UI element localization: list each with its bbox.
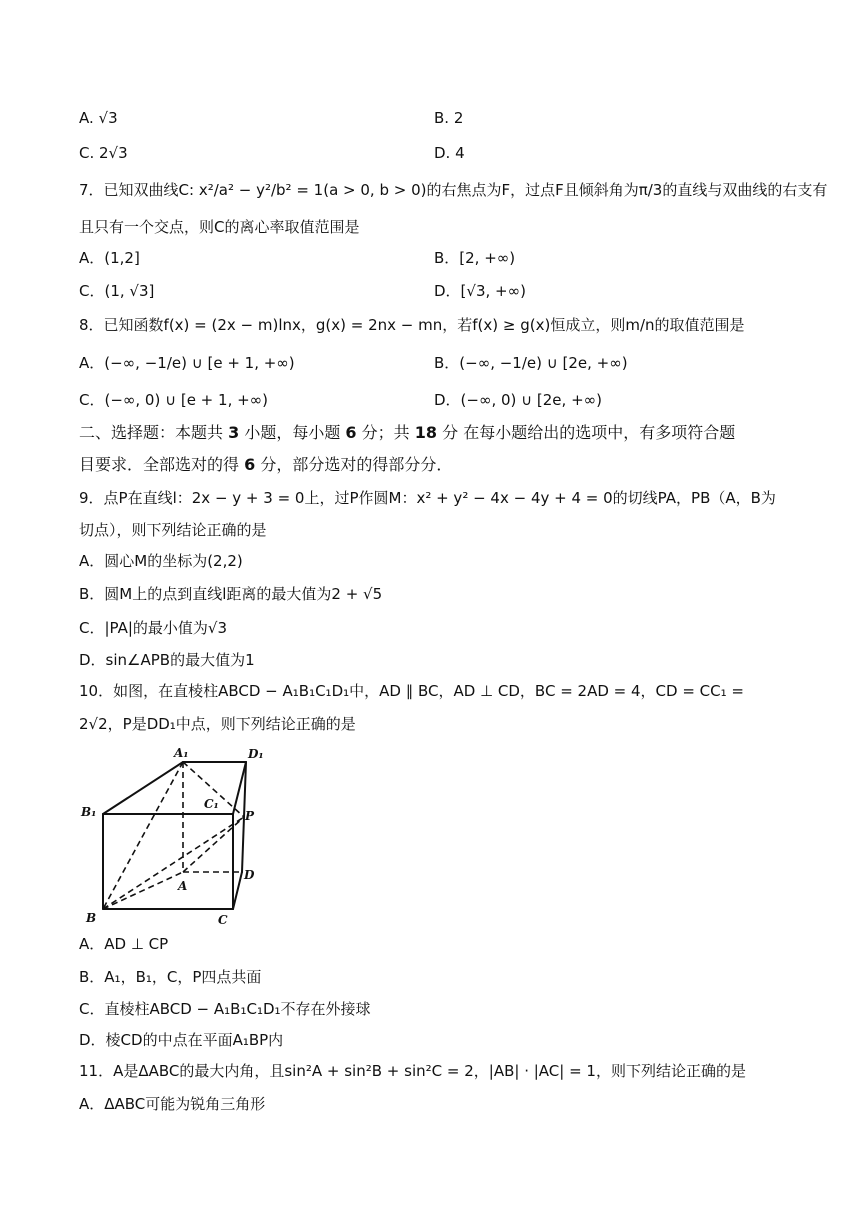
q7-stem-line2: 且只有一个交点，则C的离心率取值范围是	[79, 218, 360, 236]
q8-option-d: D．(−∞, 0) ∪ [2e, +∞)	[434, 391, 602, 409]
q9-option-c: C．|PA|的最小值为√3	[79, 619, 228, 637]
q7-option-b: B．[2, +∞)	[434, 249, 516, 267]
q7-option-d: D．[√3, +∞)	[434, 282, 526, 300]
label-c: C	[218, 913, 228, 924]
q8-option-a: A．(−∞, −1/e) ∪ [e + 1, +∞)	[79, 354, 295, 372]
q6-option-d: D. 4	[434, 144, 465, 162]
q8-option-b: B．(−∞, −1/e) ∪ [2e, +∞)	[434, 354, 628, 372]
q6-option-a: A. √3	[79, 109, 118, 127]
q9-option-b: B．圆M上的点到直线l距离的最大值为2 + √5	[79, 585, 383, 603]
q6-option-c: C. 2√3	[79, 144, 128, 162]
q10-option-d: D．棱CD的中点在平面A₁BP内	[79, 1031, 284, 1049]
label-a: A	[178, 879, 188, 893]
edge-a-p	[183, 817, 244, 872]
label-d1: D₁	[248, 747, 264, 761]
q9-stem-line1: 9．点P在直线l：2x − y + 3 = 0上，过P作圆M：x² + y² − 4x − 4y + 4 = 0的切线PA，PB（A，B为	[79, 489, 776, 507]
prism-figure	[78, 744, 268, 924]
q10-stem-line1: 10．如图，在直棱柱ABCD − A₁B₁C₁D₁中，AD ∥ BC，AD ⊥ CD，BC = 2AD = 4，CD = CC₁ =	[79, 682, 744, 700]
q9-stem-line2: 切点），则下列结论正确的是	[79, 521, 267, 539]
q7-stem-line1: 7．已知双曲线C: x²/a² − y²/b² = 1(a > 0, b > 0)的右焦点为F，过点F且倾斜角为π/3的直线与双曲线的右支有	[79, 181, 828, 199]
section-heading-line2: 目要求．全部选对的得 6 分，部分选对的得部分分．	[79, 455, 453, 474]
q11-stem: 11．A是ΔABC的最大内角，且sin²A + sin²B + sin²C = 2，|AB| · |AC| = 1，则下列结论正确的是	[79, 1062, 746, 1080]
q7-option-c: C．(1, √3]	[79, 282, 155, 300]
label-p: P	[245, 809, 255, 823]
edge-b-p	[103, 817, 244, 909]
label-b1: B₁	[81, 805, 97, 819]
label-c1: C₁	[204, 797, 219, 811]
q11-option-a: A．ΔABC可能为锐角三角形	[79, 1095, 266, 1113]
edge-b-a	[103, 872, 183, 909]
edge-c-d	[233, 872, 242, 909]
q10-option-b: B．A₁，B₁，C，P四点共面	[79, 968, 262, 986]
q6-option-b: B. 2	[434, 109, 464, 127]
edge-a1-b	[103, 762, 183, 909]
q8-stem: 8．已知函数f(x) = (2x − m)lnx，g(x) = 2nx − mn，若f(x) ≥ g(x)恒成立，则m/n的取值范围是	[79, 316, 745, 334]
q7-option-a: A．(1,2]	[79, 249, 140, 267]
label-b: B	[86, 911, 97, 924]
q10-option-a: A．AD ⊥ CP	[79, 935, 169, 953]
q9-option-a: A．圆心M的坐标为(2,2)	[79, 552, 243, 570]
q8-option-c: C．(−∞, 0) ∪ [e + 1, +∞)	[79, 391, 269, 409]
section-heading-line1: 二、选择题：本题共 3 小题，每小题 6 分；共 18 分 在每小题给出的选项中，有多项符合题	[79, 423, 736, 442]
q10-stem-line2: 2√2，P是DD₁中点，则下列结论正确的是	[79, 715, 356, 733]
label-a1: A₁	[174, 746, 189, 760]
edge-b1-a1	[103, 762, 183, 814]
q9-option-d: D．sin∠APB的最大值为1	[79, 651, 255, 669]
q10-option-c: C．直棱柱ABCD − A₁B₁C₁D₁不存在外接球	[79, 1000, 371, 1018]
label-d: D	[244, 868, 255, 882]
